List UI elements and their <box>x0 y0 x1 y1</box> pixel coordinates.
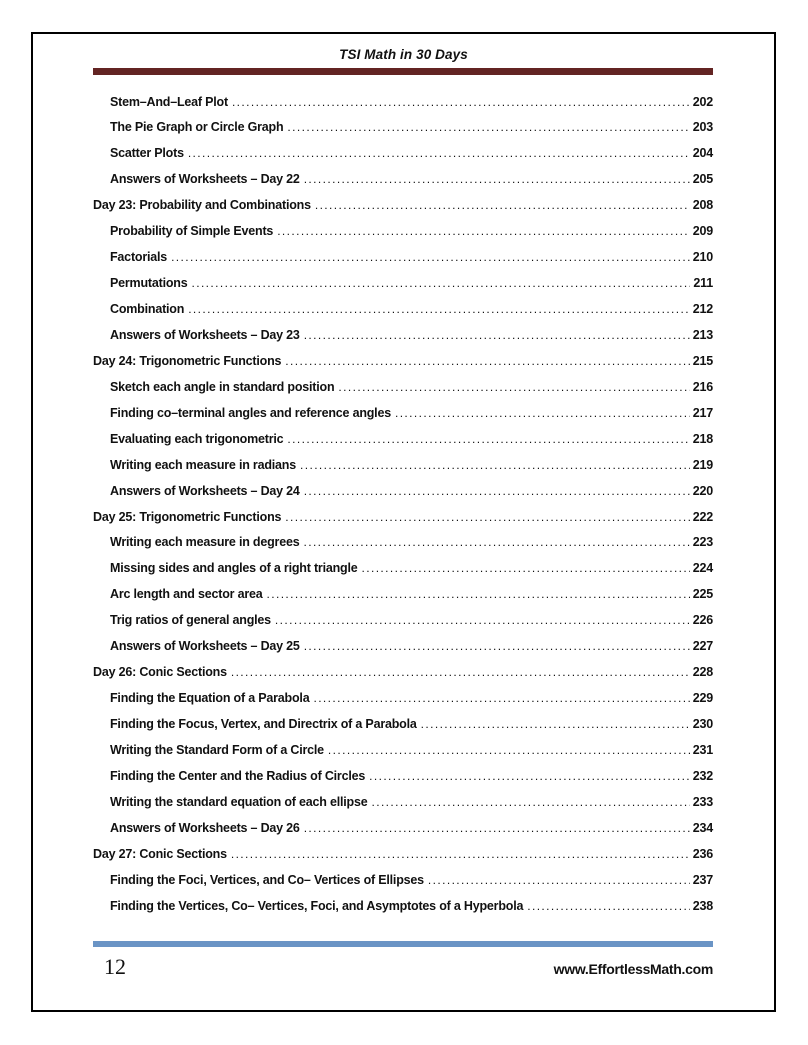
dot-leader <box>362 561 690 575</box>
toc-entry <box>93 873 713 899</box>
dot-leader <box>313 691 689 705</box>
toc-entry-label: Finding the Foci, Vertices, and Co– Vertices of Ellipses <box>110 872 424 887</box>
dot-leader <box>527 899 690 913</box>
dot-leader <box>287 432 689 446</box>
toc-entry-page: 216 <box>692 379 713 394</box>
toc-entry <box>93 561 713 587</box>
toc-entry <box>93 276 713 302</box>
toc-entry-label: Combination <box>110 302 185 316</box>
dot-leader <box>232 95 690 109</box>
toc-entry-label: Day 23: Probability and Combinations <box>93 198 311 213</box>
dot-leader <box>371 795 689 809</box>
page-title: TSI Math in 30 Days <box>339 47 468 62</box>
toc-entry-page: 227 <box>692 639 713 654</box>
toc-entry-label: Day 24: Trigonometric Functions <box>93 353 282 368</box>
toc-entry <box>93 458 713 484</box>
toc-entry <box>93 821 713 847</box>
page-footer <box>93 941 713 980</box>
toc-entry-label: Sketch each angle in standard position <box>110 379 335 394</box>
toc-entry <box>93 795 713 821</box>
toc-entry-page: 203 <box>692 120 713 135</box>
toc-entry-label: Scatter Plots <box>110 146 184 161</box>
dot-leader <box>304 328 690 342</box>
toc-entry-page: 202 <box>692 94 713 109</box>
toc-entry-page: 228 <box>692 665 713 680</box>
toc-entry <box>93 406 713 432</box>
dot-leader <box>188 302 690 316</box>
toc-entry <box>93 95 713 121</box>
toc-entry-page: 209 <box>692 224 713 239</box>
toc-entry <box>93 250 713 276</box>
toc-entry-label: Writing each measure in degrees <box>110 535 300 550</box>
toc-entry-label: Finding the Center and the Radius of Circles <box>110 768 366 783</box>
toc-entry-page: 217 <box>692 405 713 420</box>
dot-leader <box>304 172 690 186</box>
toc-entry-label: Factorials <box>110 250 168 265</box>
toc-entry <box>93 613 713 639</box>
toc-entry-label: Finding the Focus, Vertex, and Directrix of a Parabola <box>110 717 417 731</box>
toc-entry <box>93 743 713 769</box>
dot-leader <box>191 276 690 290</box>
toc-entry <box>93 172 713 198</box>
toc-entry-page: 215 <box>692 353 713 368</box>
dot-leader <box>304 639 690 653</box>
dot-leader <box>303 535 689 549</box>
toc-entry-label: Day 26: Conic Sections <box>93 665 227 680</box>
toc-entry-page: 204 <box>692 146 713 161</box>
toc-entry-page: 233 <box>692 794 713 809</box>
toc-entry-page: 223 <box>692 535 713 550</box>
toc-list <box>93 95 713 925</box>
dot-leader <box>285 354 689 368</box>
toc-entry <box>93 665 713 691</box>
toc-entry-page: 218 <box>692 431 713 446</box>
toc-entry-page: 222 <box>692 509 713 524</box>
dot-leader <box>421 717 690 731</box>
toc-entry-label: Answers of Worksheets – Day 26 <box>110 820 300 835</box>
header-rule <box>93 68 713 75</box>
toc-entry <box>93 847 713 873</box>
toc-entry-label: Answers of Worksheets – Day 22 <box>110 172 300 187</box>
toc-entry-label: Writing each measure in radians <box>110 457 296 472</box>
toc-entry <box>93 120 713 146</box>
toc-entry-page: 210 <box>692 250 713 265</box>
toc-entry-page: 229 <box>692 691 713 706</box>
toc-entry <box>93 380 713 406</box>
toc-entry <box>93 224 713 250</box>
footer-page-number: 12 <box>104 954 126 979</box>
toc-entry-label: Permutations <box>110 276 188 291</box>
dot-leader <box>304 821 690 835</box>
toc-entry-page: 226 <box>692 613 713 628</box>
toc-entry-page: 230 <box>692 717 713 731</box>
toc-entry-page: 205 <box>692 172 713 187</box>
toc-entry-page: 238 <box>692 898 713 913</box>
toc-entry <box>93 432 713 458</box>
toc-entry-label: Probability of Simple Events <box>110 224 274 239</box>
dot-leader <box>304 484 690 498</box>
toc-entry <box>93 510 713 536</box>
toc-entry-label: Stem–And–Leaf Plot <box>110 94 228 109</box>
dot-leader <box>231 665 690 679</box>
dot-leader <box>369 769 690 783</box>
toc-entry-page: 225 <box>692 587 713 602</box>
toc-entry-label: Arc length and sector area <box>110 587 263 602</box>
dot-leader <box>231 847 690 861</box>
toc-entry <box>93 328 713 354</box>
toc-entry-page: 212 <box>692 302 713 316</box>
toc-entry <box>93 899 713 925</box>
dot-leader <box>267 587 690 601</box>
toc-entry-label: Missing sides and angles of a right triangle <box>110 561 358 576</box>
toc-entry-label: The Pie Graph or Circle Graph <box>110 120 284 135</box>
toc-entry <box>93 691 713 717</box>
footer-website: www.EffortlessMath.com <box>553 961 713 977</box>
toc-entry-label: Answers of Worksheets – Day 25 <box>110 639 300 654</box>
toc-entry <box>93 535 713 561</box>
toc-entry <box>93 198 713 224</box>
toc-entry-page: 236 <box>692 846 713 861</box>
dot-leader <box>277 224 690 238</box>
toc-entry <box>93 146 713 172</box>
dot-leader <box>287 120 689 134</box>
dot-leader <box>275 613 690 627</box>
toc-entry-page: 232 <box>692 768 713 783</box>
toc-entry <box>93 717 713 743</box>
dot-leader <box>315 198 690 212</box>
toc-entry-label: Evaluating each trigonometric <box>110 431 284 446</box>
page-border <box>31 32 776 1012</box>
dot-leader <box>395 406 690 420</box>
toc-entry-label: Finding the Equation of a Parabola <box>110 691 310 706</box>
toc-entry-page: 213 <box>692 327 713 342</box>
dot-leader <box>188 146 690 160</box>
dot-leader <box>285 510 689 524</box>
toc-entry-label: Answers of Worksheets – Day 23 <box>110 327 300 342</box>
toc-entry <box>93 769 713 795</box>
toc-entry-label: Finding co–terminal angles and reference angles <box>110 405 391 420</box>
toc-entry-page: 231 <box>692 742 713 757</box>
toc-entry-label: Day 27: Conic Sections <box>93 846 227 861</box>
toc-entry-page: 234 <box>692 820 713 835</box>
toc-entry <box>93 302 713 328</box>
footer-rule <box>93 941 713 947</box>
toc-entry <box>93 587 713 613</box>
dot-leader <box>171 250 690 264</box>
toc-entry-page: 219 <box>692 457 713 472</box>
toc-entry-label: Day 25: Trigonometric Functions <box>93 509 282 524</box>
toc-entry-label: Writing the standard equation of each ellipse <box>110 794 368 809</box>
toc-entry <box>93 354 713 380</box>
dot-leader <box>428 873 690 887</box>
toc-entry <box>93 639 713 665</box>
toc-entry-page: 224 <box>692 561 713 576</box>
toc-entry-label: Answers of Worksheets – Day 24 <box>110 483 300 498</box>
dot-leader <box>328 743 690 757</box>
toc-entry-page: 211 <box>693 276 713 291</box>
toc-entry-label: Writing the Standard Form of a Circle <box>110 742 324 757</box>
toc-entry-page: 220 <box>692 483 713 498</box>
toc-entry-page: 237 <box>692 872 713 887</box>
toc-entry-page: 208 <box>692 198 713 213</box>
toc-entry-label: Trig ratios of general angles <box>110 613 271 628</box>
dot-leader <box>338 380 689 394</box>
dot-leader <box>300 458 690 472</box>
toc-entry-label: Finding the Vertices, Co– Vertices, Foci, and Asymptotes of a Hyperbola <box>110 898 524 913</box>
toc-entry <box>93 484 713 510</box>
